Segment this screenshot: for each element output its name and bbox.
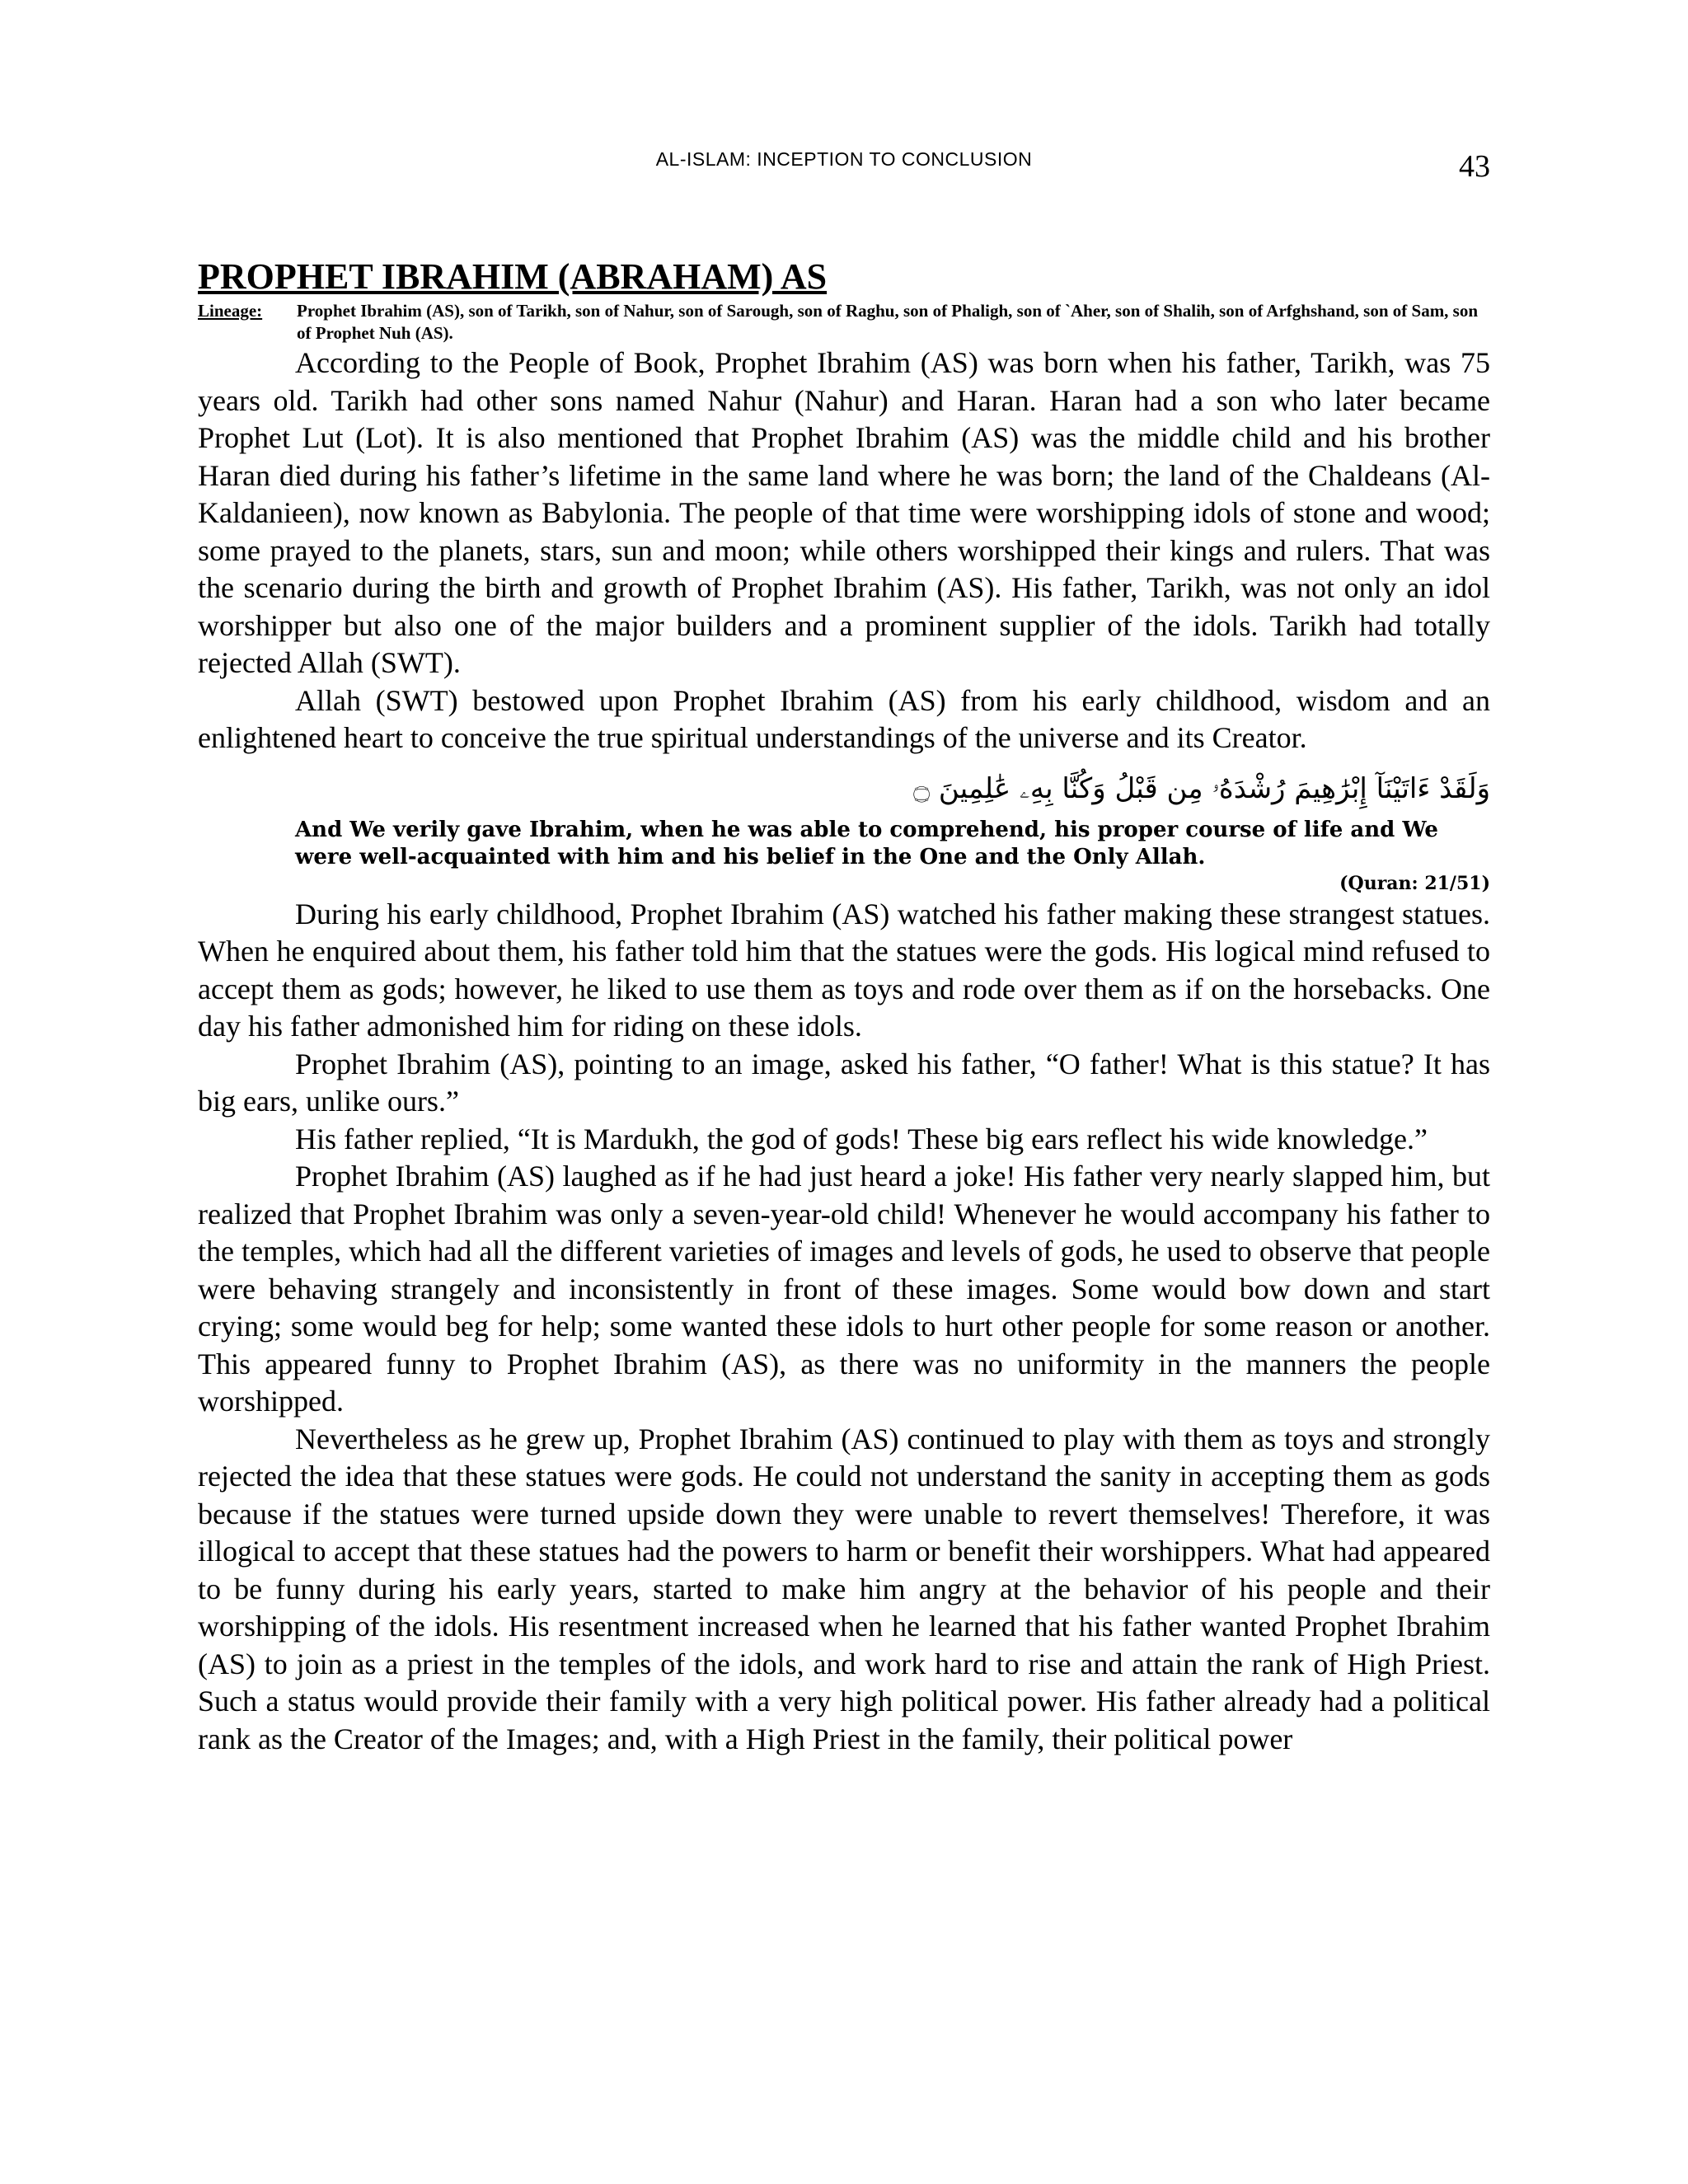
paragraph-2: Allah (SWT) bestowed upon Prophet Ibrahim (AS) from his early childhood, wisdom and an enlightened heart to conceive the true spiritual understandings of the universe and its Creator.	[198, 683, 1490, 754]
quran-verse-translation: And We verily gave Ibrahim, when he was able to comprehend, his proper course of life and We were well-acquainted with him and his belief in the One and the Only Allah.	[295, 817, 1438, 869]
lineage-label: Lineage:	[198, 301, 263, 321]
quran-verse-arabic: وَلَقَدْ ءَاتَيْنَآ إِبْرَٰهِيمَ رُشْدَهُۥ مِن قَبْلُ وَكُنَّا بِهِۦ عَٰلِمِينَ ۝	[913, 771, 1490, 805]
page-number: 43	[1459, 149, 1490, 184]
page-content	[198, 255, 1490, 1758]
quran-verse-reference: (Quran: 21/51)	[1339, 872, 1490, 894]
paragraph-3: During his early childhood, Prophet Ibrahim (AS) watched his father making these strangest statues. When he enquired about them, his father told him that the statues were the gods. His logical mind refused to accept them as gods; however, he liked to use them as toys and rode over them as if on the horsebacks. One day his father admonished him for riding on these idols.	[198, 897, 1490, 1043]
paragraph-5: His father replied, “It is Mardukh, the god of gods! These big ears reflect his wide knowledge.”	[295, 1122, 1428, 1155]
paragraph-1: According to the People of Book, Prophet Ibrahim (AS) was born when his father, Tarikh, was 75 years old. Tarikh had other sons named Nahur (Nahur) and Haran. Haran had a son who later became Prophet Lut (Lot). It is also mentioned that Prophet Ibrahim (AS) was the middle child and his brother Haran died during his father’s lifetime in the same land where he was born; the land of the Chaldeans (Al-Kaldanieen), now known as Babylonia. The people of that time were worshipping idols of stone and wood; some prayed to the planets, stars, sun and moon; while others worshipped their kings and rulers. That was the scenario during the birth and growth of Prophet Ibrahim (AS). His father, Tarikh, was not only an idol worshipper but also one of the major builders and a prominent supplier of the idols. Tarikh had totally rejected Allah (SWT).	[198, 346, 1490, 679]
lineage-text: Prophet Ibrahim (AS), son of Tarikh, son of Nahur, son of Sarough, son of Raghu, son of Phaligh, son of `Aher, son of Shalih, son of Arfghshand, son of Sam, son of Prophet Nuh (AS).	[297, 301, 1479, 343]
chapter-title: PROPHET IBRAHIM (ABRAHAM) AS	[198, 256, 828, 297]
paragraph-6: Prophet Ibrahim (AS) laughed as if he had just heard a joke! His father very nearly slapped him, but realized that Prophet Ibrahim was only a seven-year-old child! Whenever he would accompany his father to the temples, which had all the different varieties of images and levels of gods, he used to observe that people were behaving strangely and inconsistently in front of these images. Some would bow down and start crying; some would beg for help; some wanted these idols to hurt other people for some reason or another. This appeared funny to Prophet Ibrahim (AS), as there was no uniformity in the manners the people worshipped.	[198, 1160, 1490, 1418]
paragraph-7: Nevertheless as he grew up, Prophet Ibrahim (AS) continued to play with them as toys and strongly rejected the idea that these statues were gods. He could not understand the sanity in accepting them as gods because if the statues were turned upside down they were unable to revert themselves! Therefore, it was illogical to accept that these statues had the powers to harm or benefit their worshippers. What had appeared to be funny during his early years, started to make him angry at the behavior of his people and their worshipping of the idols. His resentment increased when he learned that his father wanted Prophet Ibrahim (AS) to join as a priest in the temples of the idols, and work hard to rise and attain the rank of High Priest. Such a status would provide their family with a very high political power. His father already had a political rank as the Creator of the Images; and, with a High Priest in the family, their political power	[198, 1422, 1490, 1755]
running-header: AL-ISLAM: INCEPTION TO CONCLUSION	[655, 148, 1033, 170]
lineage-block	[198, 300, 1490, 344]
paragraph-4: Prophet Ibrahim (AS), pointing to an image, asked his father, “O father! What is this statue? It has big ears, unlike ours.”	[198, 1047, 1490, 1118]
